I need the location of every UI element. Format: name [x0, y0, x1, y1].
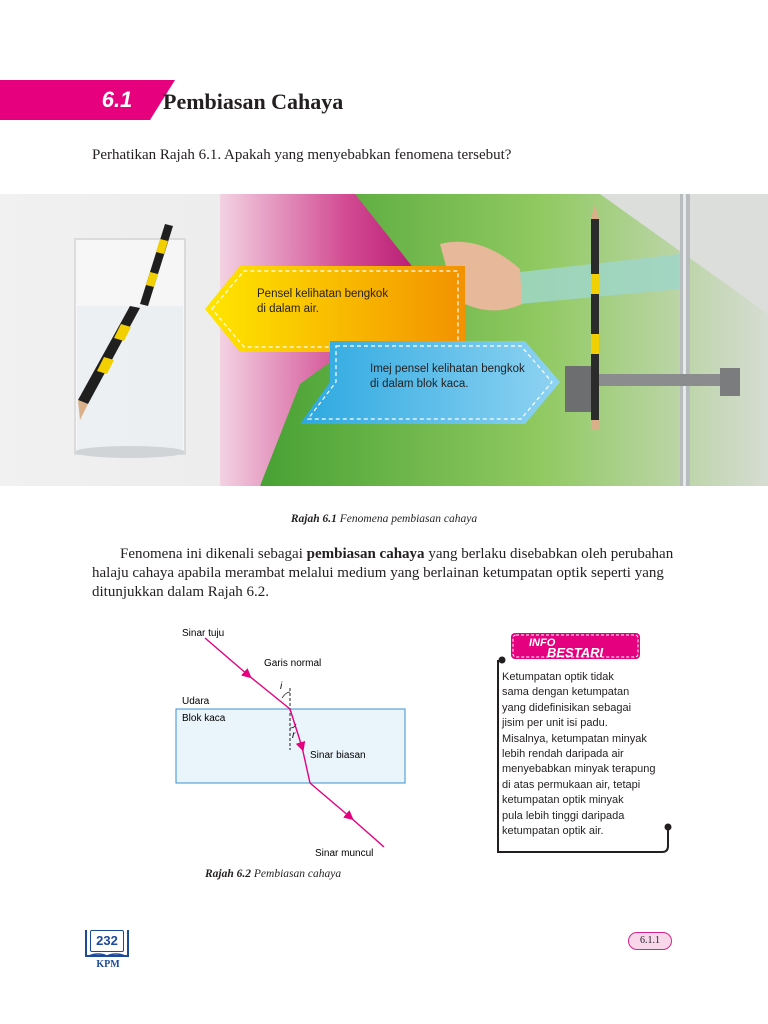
- info-line: di atas permukaan air, tetapi: [502, 778, 641, 791]
- body-paragraph-part2: yang berlaku disebabkan oleh perubahan halaju cahaya apabila merambat melalui medium yang berlainan ketumpatan optik seperti yang ditunjukkan dalam Rajah 6.2.: [92, 546, 674, 600]
- label-air: Udara: [182, 696, 210, 707]
- info-line: yang didefinisikan sebagai: [502, 701, 632, 714]
- label-glass-block: Blok kaca: [182, 713, 226, 724]
- section-number: 6.1: [101, 87, 133, 112]
- label-normal-line: Garis normal: [264, 658, 322, 669]
- callout-pencil-water: [257, 287, 417, 317]
- label-refracted-ray: Sinar biasan: [310, 750, 366, 761]
- callout-pencil-water-line2: di dalam air.: [257, 303, 320, 315]
- info-bestari-badge: [511, 631, 640, 661]
- info-line: ketumpatan optik air.: [502, 825, 604, 838]
- section-title: Pembiasan Cahaya: [163, 89, 344, 114]
- info-line: Misalnya, ketumpatan minyak: [502, 732, 647, 745]
- body-paragraph-bold-term: pembiasan cahaya: [306, 546, 425, 562]
- callout-pencil-glass: [370, 362, 540, 392]
- page-number: 232: [90, 930, 124, 952]
- info-badge-top: INFO: [529, 637, 556, 649]
- body-paragraph-part1: Fenomena ini dikenali sebagai: [120, 546, 307, 562]
- section-header-bar: [0, 80, 175, 120]
- label-incident-ray: Sinar tuju: [182, 628, 225, 639]
- callout-pencil-glass-line1: Imej pensel kelihatan bengkok: [370, 363, 525, 375]
- figure-6-1-caption-text: Fenomena pembiasan cahaya: [339, 513, 478, 525]
- incident-ray: [205, 638, 248, 675]
- info-line: Ketumpatan optik tidak: [502, 671, 614, 683]
- callout-pencil-water-line1: Pensel kelihatan bengkok: [257, 288, 389, 300]
- info-line: ketumpatan optik minyak: [502, 794, 624, 807]
- label-angle-i: i: [280, 681, 283, 692]
- info-line: lebih rendah daripada air: [502, 748, 624, 761]
- figure-6-1-caption: [0, 513, 768, 525]
- label-emergent-ray: Sinar muncul: [315, 848, 374, 859]
- publisher-label: KPM: [96, 959, 120, 970]
- figure-6-1-caption-label: Rajah 6.1: [290, 513, 337, 525]
- info-line: jisim per unit isi padu.: [502, 717, 608, 730]
- intro-question: Perhatikan Rajah 6.1. Apakah yang menyebabkan fenomena tersebut?: [92, 147, 512, 163]
- label-angle-r: r: [292, 730, 296, 741]
- figure-6-2-diagram: [170, 620, 420, 865]
- learning-standard-badge: 6.1.1: [628, 932, 672, 950]
- info-bestari-text: [502, 670, 662, 839]
- body-paragraph: [92, 545, 702, 602]
- figure-6-2-caption-text: Pembiasan cahaya: [253, 868, 342, 880]
- info-badge-bottom: BESTARI: [547, 645, 604, 660]
- info-line: sama dengan ketumpatan: [502, 686, 630, 699]
- info-line: pula lebih tinggi daripada: [502, 809, 625, 822]
- figure-6-2-caption-label: Rajah 6.2: [205, 868, 252, 880]
- info-line: menyebabkan minyak terapung: [502, 763, 656, 776]
- figure-6-1-photo: [0, 194, 768, 486]
- figure-6-2-caption: [205, 868, 341, 880]
- emergent-ray: [310, 783, 350, 817]
- callout-pencil-glass-line2: di dalam blok kaca.: [370, 378, 469, 390]
